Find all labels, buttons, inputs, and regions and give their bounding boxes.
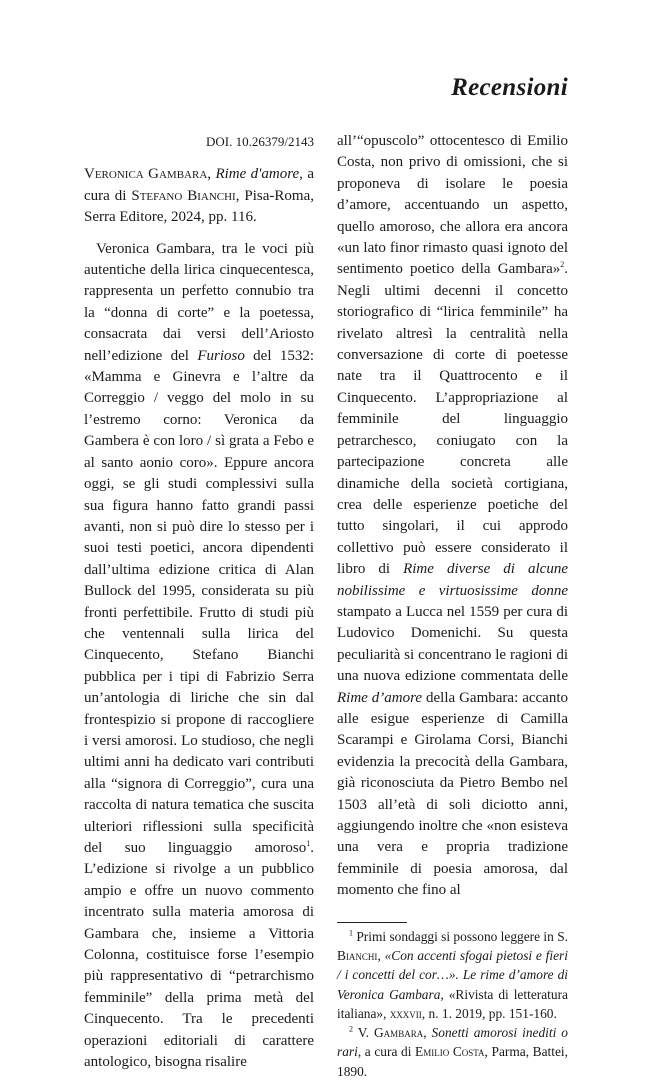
footnote-title: «Con accenti sfogai pietosi e fieri / i concetti del cor…». Le rime d’amore di Veronica Gambara (337, 947, 568, 1002)
footnote-volume: xxxvii (389, 1005, 422, 1021)
footnote-editor: Emilio Costa (415, 1044, 485, 1060)
footnote-2 (337, 1023, 568, 1081)
footnote-rule (337, 922, 407, 923)
body-text: Veronica Gambara, tra le voci più autentiche della lirica cinquecentesca, rappresenta un perfetto connubio tra la “donna di corte” e la poetessa, consacrata dai versi dell’Ariosto nell’edizione del (84, 240, 314, 364)
entry-title: Rime d'amore (215, 166, 300, 183)
right-column (337, 131, 568, 1081)
footnote-text: Primi sondaggi si possono leggere in S. (353, 928, 568, 944)
footnote-mark: 1 (349, 928, 353, 938)
body-text: . Negli ultimi decenni il concetto storiografico di “lirica femminile” ha rivelato altresì la centralità nella conversazione di corte di poetesse nate tra il Quattrocento e il Cinquecento. L’appropriazione al femminile del linguaggio petrarchesco, coniugato con la partecipazione concreta alle dinamiche della società cortigiana, crea delle esperienze poetiche del tutto singolari, il cui approdo collettivo può essere considerato il libro di (337, 261, 568, 578)
left-column (84, 131, 314, 1073)
footnote-1 (337, 927, 568, 1023)
body-text: stampato a Lucca nel 1559 per cura di Ludovico Domenichi. Su questa peculiarità si concentrano le ragioni di una nuova edizione commentata delle (337, 603, 568, 685)
entry-text1: , a cura di (84, 166, 314, 204)
body-italic: Rime diverse di alcune nobilissime e virtuosissime donne (337, 561, 569, 599)
footnote-text: , n. 1. 2019, pp. 151-160. (421, 1005, 557, 1021)
footnote-ref[interactable]: 1 (306, 839, 311, 848)
body-italic: Rime d’amore (337, 689, 423, 706)
footnote-text: , «Rivista di letteratura italiana», (337, 986, 568, 1021)
body-text: del 1532: «Mamma e Ginevra e l’altre da Correggio / veggo del molo in su l’estremo corno: Veronica da Gambera è con loro / sì grata a Febo e al santo aonio coro». Eppure ancora oggi, se gli studi complessivi sulla sua figura hanno fatto grandi passi avanti, non si può dire lo stesso per i suoi testi poetici, ancora dipendenti dall’ultima edizione critica di Alan Bullock del 1995, considerata su più fronti perfettibile. Frutto di studi più che ventennali sulla lirica del Cinquecento, Stefano Bianchi pubblica per i tipi di Fabrizio Serra un’antologia di liriche che sin dal frontespizio si propone di raccogliere i versi amorosi. Lo studioso, che negli ultimi anni ha dedicato vari contributi alla “signora di Correggio”, cura una raccolta di natura tematica che suscita ulteriori riflessioni sulla specificità del suo linguaggio amoroso (84, 347, 315, 856)
entry-author: Veronica Gambara (84, 166, 208, 183)
entry-editor: Stefano Bianchi (131, 187, 236, 204)
footnote-text: , a cura di (357, 1044, 416, 1060)
body-text: . L’edizione si rivolge a un pubblico ampio e offre un nuovo commento incentrato sulla materia amorosa di Gambara che, insieme a Vittoria Colonna, costituisce forse l’esempio più rappresentativo di “petrarchismo femminile” della prima metà del Cinquecento. Tra le precedenti operazioni editoriali di carattere antologico, bisogna risalire (84, 840, 314, 1071)
footnote-text: , (423, 1025, 432, 1041)
body-paragraph (337, 131, 568, 902)
bibliographic-entry: Veronica Gambara, Rime d'amore, a cura di Stefano Bianchi, Pisa-Roma, Serra Editore, 2024, pp. 116. (84, 166, 314, 226)
body-text: della Gambara: accanto alle esigue esperienze di Camilla Scarampi e Girolama Corsi, Bianchi evidenzia la precocità della Gambara, già riconosciuta da Pietro Bembo nel 1503 all’età di soli diciotto anni, aggiungendo inoltre che «non esisteva una vera e propria tradizione femminile di poesia amorosa, dal momento che fino al (337, 689, 568, 899)
footnote-mark: 2 (349, 1024, 353, 1034)
body-italic: Furioso (197, 347, 245, 364)
doi: DOI. 10.26379/2143 (206, 134, 314, 149)
entry-text2: , Pisa-Roma, Serra Editore, 2024, pp. 116. (84, 187, 314, 226)
footnote-title: Sonetti amorosi inediti o rari (337, 1025, 568, 1060)
footnote-text: , (377, 947, 385, 963)
footnote-ref[interactable]: 2 (560, 260, 565, 270)
body-paragraph (84, 239, 314, 1074)
footnote-text: , Parma, Battei, 1890. (337, 1044, 569, 1079)
body-text: all’“opuscolo” ottocentesco di Emilio Costa, non privo di omissioni, che si proponeva di isolare le poesia d’amore, accentuando un aspetto, quello amoroso, che allora era ancora «un lato finor rimasto quasi ignoto del sentimento poetico della Gambara» (337, 133, 568, 278)
section-title: Recensioni (451, 74, 568, 101)
footnote-author: Gambara (374, 1025, 424, 1041)
footnote-author: Bianchi (337, 947, 378, 963)
footnote-text: V. (353, 1025, 375, 1041)
